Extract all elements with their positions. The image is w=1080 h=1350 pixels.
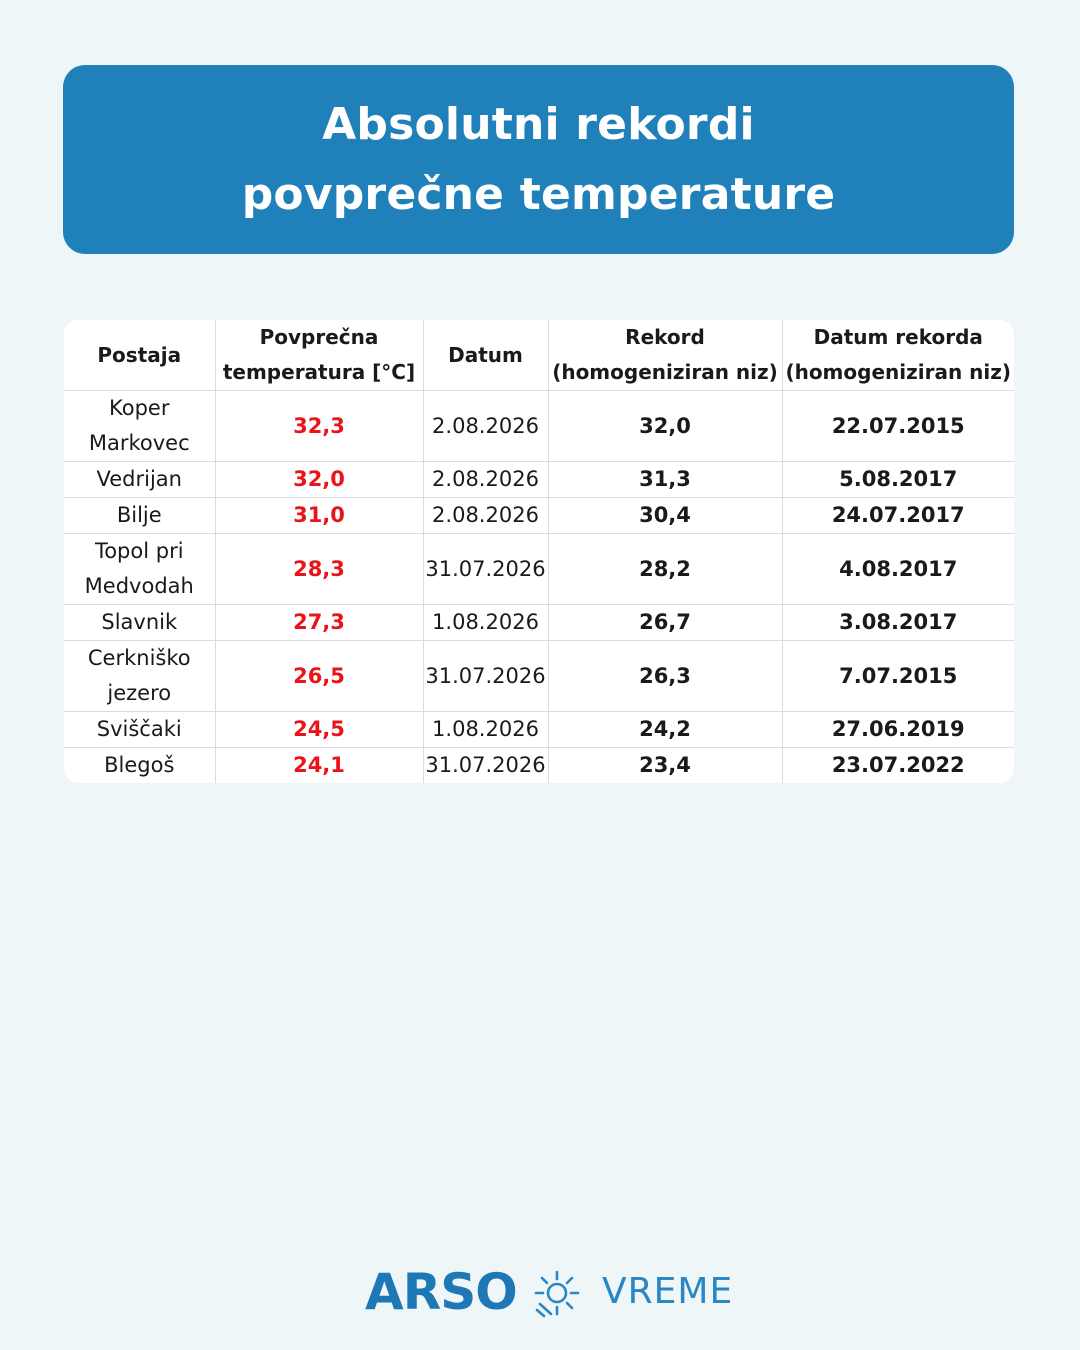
date-cell: 31.07.2026 bbox=[423, 748, 548, 784]
avg-temperature-cell: 28,3 bbox=[215, 534, 423, 605]
header-avg-temperature bbox=[215, 320, 423, 391]
record-cell: 24,2 bbox=[548, 712, 782, 748]
station-cell bbox=[64, 748, 215, 784]
record-date-cell: 7.07.2015 bbox=[782, 641, 1014, 712]
table-row bbox=[64, 462, 1014, 498]
header-record bbox=[548, 320, 782, 391]
table-row bbox=[64, 605, 1014, 641]
date-cell: 2.08.2026 bbox=[423, 498, 548, 534]
station-name-line-2: Medvodah bbox=[84, 574, 194, 598]
avg-temperature-cell: 24,5 bbox=[215, 712, 423, 748]
record-cell: 32,0 bbox=[548, 391, 782, 462]
records-table bbox=[64, 320, 1014, 783]
record-cell: 30,4 bbox=[548, 498, 782, 534]
date-cell: 31.07.2026 bbox=[423, 534, 548, 605]
table-row bbox=[64, 712, 1014, 748]
station-name-line-1: Slavnik bbox=[101, 610, 178, 634]
record-cell: 26,3 bbox=[548, 641, 782, 712]
station-cell bbox=[64, 641, 215, 712]
arso-logo: ARSO bbox=[365, 1263, 517, 1321]
record-date-cell: 4.08.2017 bbox=[782, 534, 1014, 605]
date-cell: 1.08.2026 bbox=[423, 712, 548, 748]
header-record-line-2: (homogeniziran niz) bbox=[552, 360, 778, 384]
table-row bbox=[64, 534, 1014, 605]
date-cell: 2.08.2026 bbox=[423, 391, 548, 462]
table-row bbox=[64, 748, 1014, 784]
header-station bbox=[64, 320, 215, 391]
avg-temperature-cell: 32,3 bbox=[215, 391, 423, 462]
record-cell: 28,2 bbox=[548, 534, 782, 605]
station-name-line-1: Vedrijan bbox=[96, 467, 182, 491]
station-cell bbox=[64, 391, 215, 462]
record-date-cell: 5.08.2017 bbox=[782, 462, 1014, 498]
record-date-cell: 22.07.2015 bbox=[782, 391, 1014, 462]
page-title-line-2: povprečne temperature bbox=[241, 168, 836, 220]
header-avg-line-1: Povprečna bbox=[259, 325, 379, 349]
station-cell bbox=[64, 462, 215, 498]
record-cell: 23,4 bbox=[548, 748, 782, 784]
station-name-line-1: Cerkniško bbox=[87, 646, 191, 670]
station-name-line-2: jezero bbox=[107, 681, 172, 705]
table-row bbox=[64, 498, 1014, 534]
station-cell bbox=[64, 534, 215, 605]
header-avg-line-2: temperatura [°C] bbox=[222, 360, 416, 384]
station-name-line-1: Sviščaki bbox=[96, 717, 182, 741]
avg-temperature-cell: 24,1 bbox=[215, 748, 423, 784]
station-name-line-1: Koper bbox=[109, 396, 170, 420]
date-cell: 2.08.2026 bbox=[423, 462, 548, 498]
header-record-line-1: Rekord bbox=[625, 325, 705, 349]
station-name-line-1: Blegoš bbox=[104, 753, 175, 777]
footer-branding bbox=[0, 1262, 1080, 1322]
header-record-date-line-2: (homogeniziran niz) bbox=[785, 360, 1012, 384]
station-cell bbox=[64, 712, 215, 748]
record-date-cell: 24.07.2017 bbox=[782, 498, 1014, 534]
avg-temperature-cell: 26,5 bbox=[215, 641, 423, 712]
sun-icon bbox=[532, 1268, 582, 1318]
record-date-cell: 27.06.2019 bbox=[782, 712, 1014, 748]
record-date-cell: 3.08.2017 bbox=[782, 605, 1014, 641]
page-title-line-1: Absolutni rekordi bbox=[322, 98, 755, 150]
record-cell: 26,7 bbox=[548, 605, 782, 641]
header-record-date-line-1: Datum rekorda bbox=[813, 325, 983, 349]
avg-temperature-cell: 32,0 bbox=[215, 462, 423, 498]
table-row bbox=[64, 391, 1014, 462]
avg-temperature-cell: 27,3 bbox=[215, 605, 423, 641]
header-date bbox=[423, 320, 548, 391]
date-cell: 1.08.2026 bbox=[423, 605, 548, 641]
station-cell bbox=[64, 498, 215, 534]
header-station-label: Postaja bbox=[97, 342, 182, 367]
date-cell: 31.07.2026 bbox=[423, 641, 548, 712]
station-cell bbox=[64, 605, 215, 641]
vreme-logo: VREME bbox=[602, 1271, 734, 1312]
station-name-line-2: Markovec bbox=[88, 431, 190, 455]
table-header-row bbox=[64, 320, 1014, 391]
table-row bbox=[64, 641, 1014, 712]
header-record-date bbox=[782, 320, 1014, 391]
station-name-line-1: Bilje bbox=[116, 503, 162, 527]
header-date-label: Datum bbox=[448, 342, 523, 367]
record-date-cell: 23.07.2022 bbox=[782, 748, 1014, 784]
records-table-card bbox=[64, 320, 1014, 783]
avg-temperature-cell: 31,0 bbox=[215, 498, 423, 534]
title-banner bbox=[63, 65, 1014, 254]
station-name-line-1: Topol pri bbox=[94, 539, 184, 563]
record-cell: 31,3 bbox=[548, 462, 782, 498]
